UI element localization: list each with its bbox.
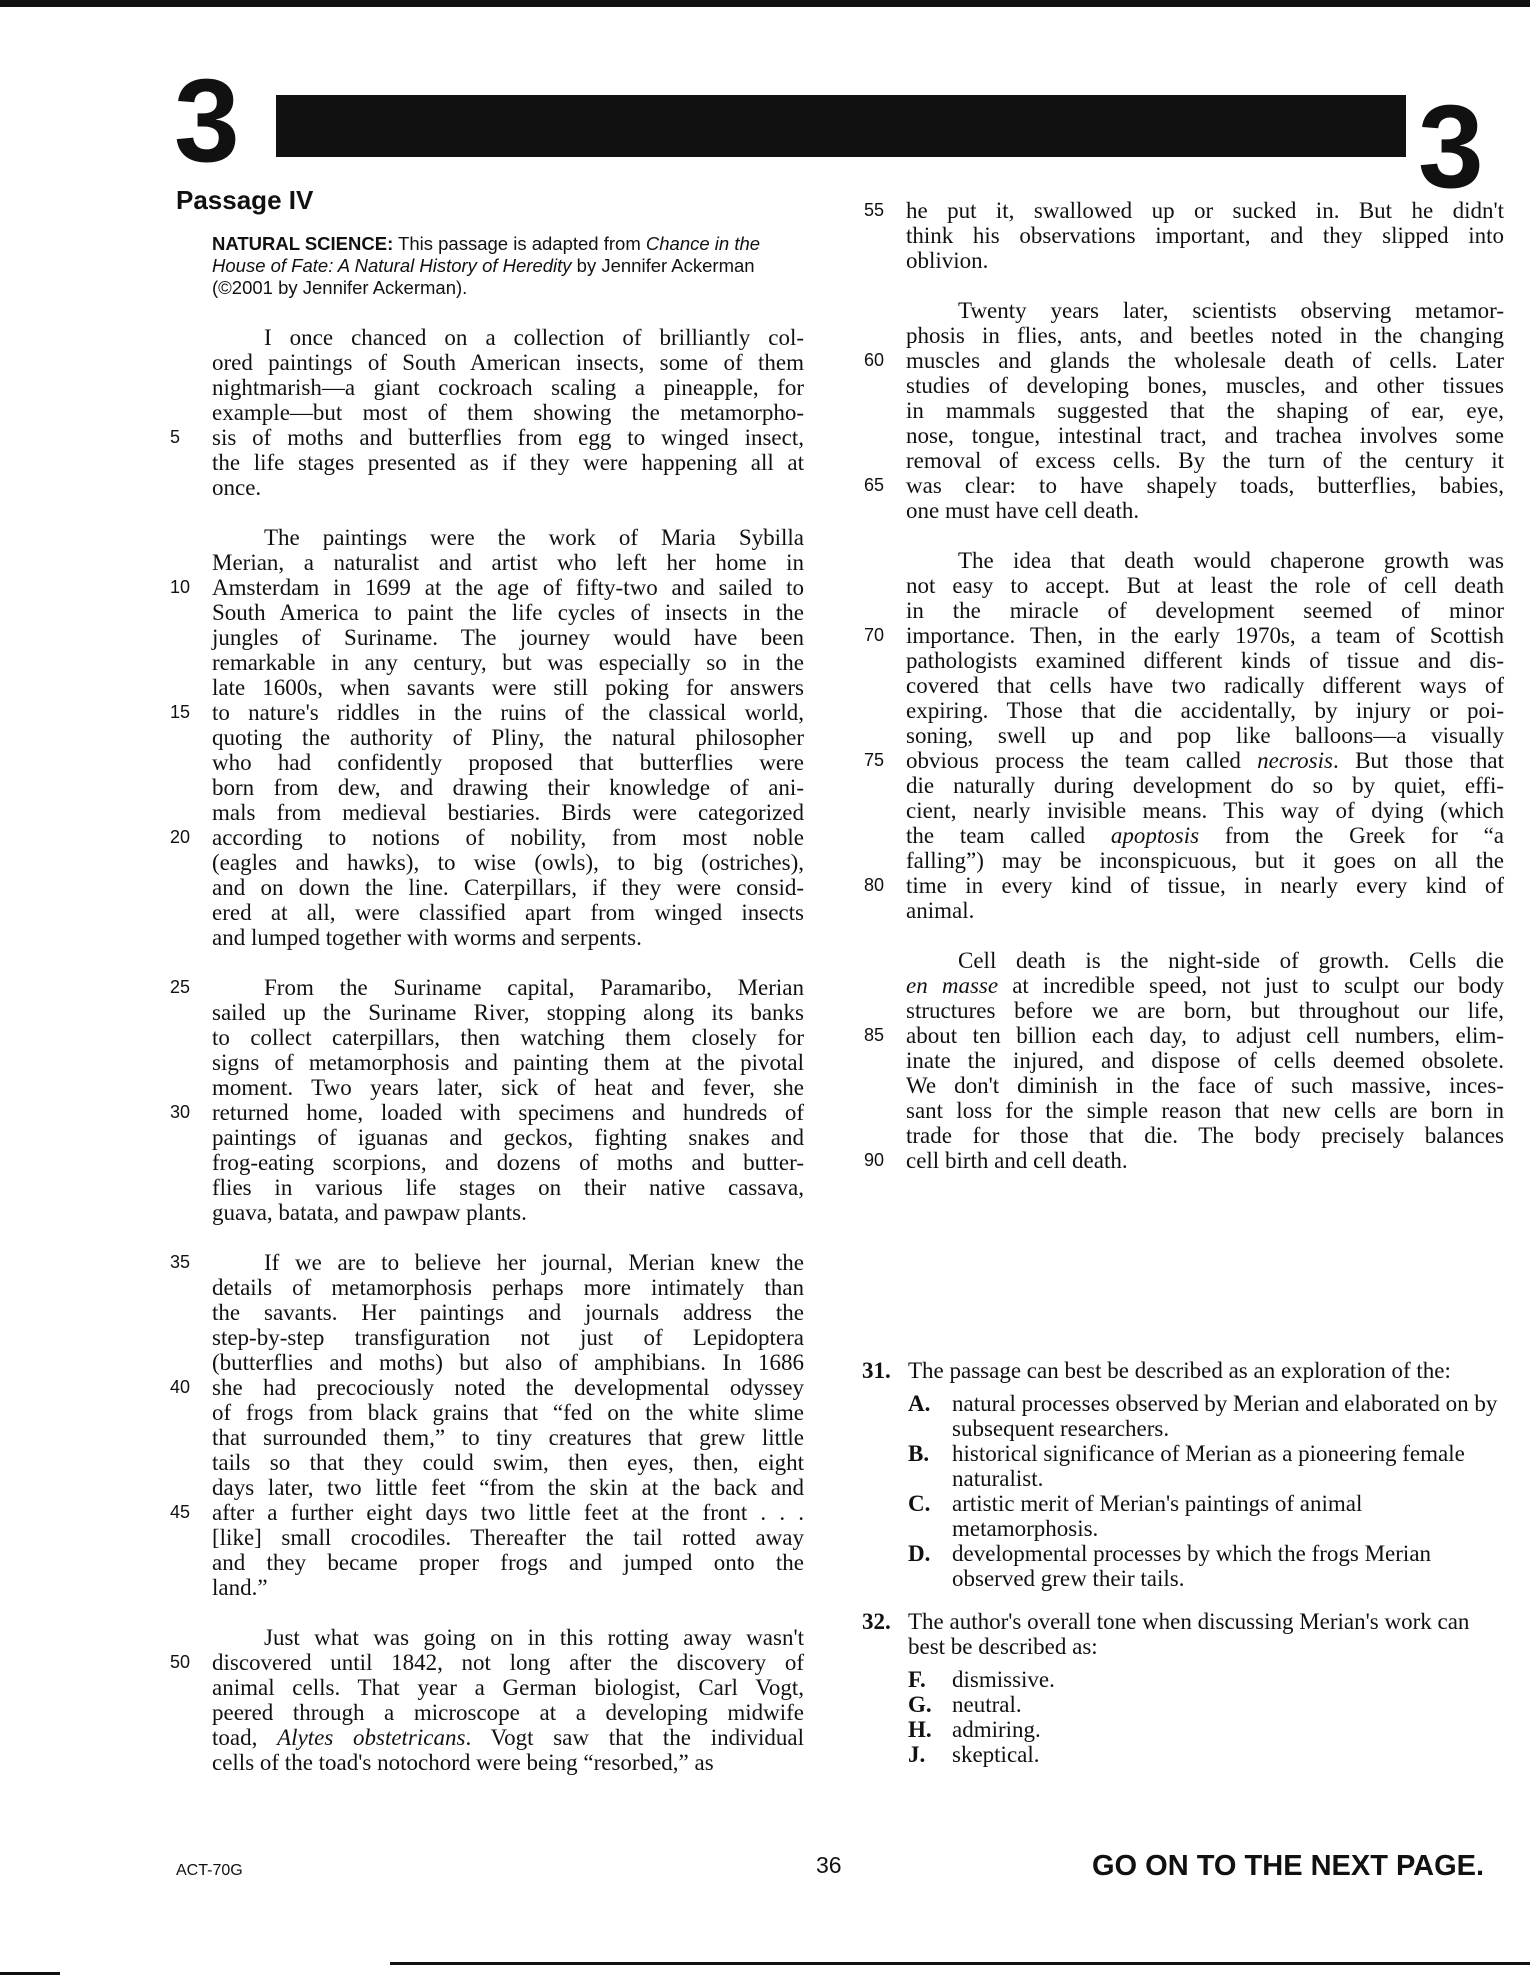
question-stem	[862, 1358, 1502, 1383]
passage-line: animal cells. That year a German biologist, Carl Vogt,	[212, 1675, 804, 1700]
passage-line: paintings of iguanas and geckos, fighting snakes and	[212, 1125, 804, 1150]
passage-line: 15 to nature's riddles in the ruins of the classical world,	[170, 700, 804, 725]
passage-line: inate the injured, and dispose of cells deemed obsolete.	[906, 1048, 1504, 1073]
option-text: historical significance of Merian as a pioneering female naturalist.	[952, 1441, 1465, 1491]
passage-line: in mammals suggested that the shaping of ear, eye,	[906, 398, 1504, 423]
option-text: artistic merit of Merian's paintings of animal metamorphosis.	[952, 1491, 1363, 1541]
passage-line: Cell death is the night-side of growth. Cells die	[958, 948, 1504, 973]
bottom-rule	[390, 1962, 1530, 1965]
option-text: skeptical.	[952, 1742, 1040, 1767]
passage-paragraph	[170, 325, 804, 500]
line-number: 5	[170, 427, 181, 447]
passage-line: 65 was clear: to have shapely toads, butterflies, babies,	[864, 473, 1504, 498]
passage-line: pathologists examined different kinds of tissue and dis-	[906, 648, 1504, 673]
passage-line: 90 cell birth and cell death.	[864, 1148, 1128, 1173]
passage-line: 10 Amsterdam in 1699 at the age of fifty-two and sailed to	[170, 575, 804, 600]
line-number: 40	[170, 1377, 191, 1397]
passage-line: studies of developing bones, muscles, and other tissues	[906, 373, 1504, 398]
option-letter: F.	[908, 1667, 926, 1692]
passage-line: think his observations important, and they slipped into	[906, 223, 1504, 248]
passage-line: quoting the authority of Pliny, the natural philosopher	[212, 725, 804, 750]
answer-option[interactable]	[908, 1717, 1502, 1742]
passage-line: 25 From the Suriname capital, Paramaribo, Merian	[170, 975, 804, 1000]
passage-line: (eagles and hawks), to wise (owls), to big (ostriches),	[212, 850, 804, 875]
passage-line: remarkable in any century, but was especially so in the	[212, 650, 804, 675]
passage-line: The paintings were the work of Maria Sybilla	[264, 525, 804, 550]
passage-title: Passage IV	[176, 185, 314, 215]
footer-go-on: GO ON TO THE NEXT PAGE.	[1092, 1850, 1485, 1882]
line-number: 45	[170, 1502, 191, 1522]
line-number: 35	[170, 1252, 191, 1272]
line-number: 70	[864, 625, 885, 645]
passage-line: 85 about ten billion each day, to adjust cell numbers, elim-	[864, 1023, 1504, 1048]
passage-line: jungles of Suriname. The journey would have been	[212, 625, 804, 650]
option-text: neutral.	[952, 1692, 1022, 1717]
line-number: 25	[170, 977, 191, 997]
passage-line: mals from medieval bestiaries. Birds were categorized	[212, 800, 804, 825]
passage-line: We don't diminish in the face of such massive, inces-	[906, 1073, 1504, 1098]
italic-term: necrosis	[1257, 748, 1333, 773]
intro-text-2: by Jennifer Ackerman (©2001 by Jennifer Ackerman).	[212, 255, 755, 298]
line-number: 50	[170, 1652, 191, 1672]
passage-line: the life stages presented as if they were happening all at	[212, 450, 804, 475]
passage-line: soning, swell up and pop like balloons—a visually	[906, 723, 1504, 748]
question-number: 32.	[862, 1609, 891, 1634]
option-letter: D.	[908, 1541, 931, 1566]
passage-line: falling”) may be inconspicuous, but it goes on all the	[906, 848, 1504, 873]
question-text: The author's overall tone when discussing Merian's work can best be described as:	[908, 1609, 1470, 1659]
passage-line: 80 time in every kind of tissue, in nearly every kind of	[864, 873, 1504, 898]
passage-line: 5 sis of moths and butterflies from egg to winged insect,	[170, 425, 804, 450]
passage-line: 20 according to notions of nobility, from most noble	[170, 825, 804, 850]
answer-option[interactable]	[908, 1692, 1502, 1717]
line-number: 65	[864, 475, 885, 495]
intro-book-title: Chance in the House of Fate: A Natural History of Heredity	[212, 233, 761, 276]
passage-line: nose, tongue, intestinal tract, and trachea involves some	[906, 423, 1504, 448]
right-paragraphs	[864, 198, 1504, 1173]
passage-line: and lumped together with worms and serpents.	[212, 925, 642, 950]
passage-line: phosis in flies, ants, and beetles noted in the changing	[906, 323, 1504, 348]
passage-line: The idea that death would chaperone growth was	[958, 548, 1504, 573]
passage-line: ored paintings of South American insects, some of them	[212, 350, 804, 375]
passage-line: nightmarish—a giant cockroach scaling a pineapple, for	[212, 375, 804, 400]
line-number: 80	[864, 875, 885, 895]
answer-option[interactable]	[908, 1742, 1502, 1767]
passage-line: ered at all, were classified apart from winged insects	[212, 900, 804, 925]
passage-line: born from dew, and drawing their knowledge of ani-	[212, 775, 804, 800]
passage-line: one must have cell death.	[906, 498, 1140, 523]
answer-options	[908, 1667, 1502, 1767]
passage-line: die naturally during development do so by quiet, effi-	[906, 773, 1504, 798]
option-letter: A.	[908, 1391, 931, 1416]
passage-line: (butterflies and moths) but also of amphibians. In 1686	[212, 1350, 804, 1375]
question	[862, 1609, 1502, 1767]
passage-line: cient, nearly invisible means. This way of dying (which	[906, 798, 1504, 823]
passage-line: covered that cells have two radically different ways of	[906, 673, 1504, 698]
section-header-bar	[276, 95, 1406, 157]
passage-line: in the miracle of development seemed of minor	[906, 598, 1504, 623]
passage-line: of frogs from black grains that “fed on the white slime	[212, 1400, 804, 1425]
passage-line: 30 returned home, loaded with specimens and hundreds of	[170, 1100, 804, 1125]
passage-line: animal.	[906, 898, 975, 923]
option-text: natural processes observed by Merian and elaborated on by subsequent researchers.	[952, 1391, 1498, 1441]
passage-line: late 1600s, when savants were still poking for answers	[212, 675, 804, 700]
answer-option[interactable]	[908, 1667, 1502, 1692]
option-text: dismissive.	[952, 1667, 1055, 1692]
passage-line: removal of excess cells. By the turn of the century it	[906, 448, 1504, 473]
italic-term: apoptosis	[1110, 823, 1200, 848]
line-number: 85	[864, 1025, 885, 1045]
line-number: 15	[170, 702, 191, 722]
passage-line: days later, two little feet “from the skin at the back and	[212, 1475, 804, 1500]
option-letter: B.	[908, 1441, 930, 1466]
passage-line: South America to paint the life cycles of insects in the	[212, 600, 804, 625]
question-stem	[862, 1609, 1502, 1659]
passage-line: 70 importance. Then, in the early 1970s, a team of Scottish	[864, 623, 1504, 648]
passage-line: expiring. Those that die accidentally, by injury or poi-	[906, 698, 1504, 723]
footer-page-number: 36	[816, 1852, 842, 1878]
option-letter: G.	[908, 1692, 932, 1717]
passage-line: peered through a microscope at a developing midwife	[212, 1700, 804, 1725]
question-number: 31.	[862, 1358, 891, 1383]
passage-line: tails so that they could swim, then eyes, then, eight	[212, 1450, 804, 1475]
passage-line: who had confidently proposed that butterflies were	[212, 750, 804, 775]
passage-line: oblivion.	[906, 248, 989, 273]
line-number: 10	[170, 577, 191, 597]
section-number-right: 3	[1418, 81, 1484, 213]
answer-option[interactable]	[908, 1391, 1502, 1441]
left-paragraphs	[170, 325, 805, 1775]
passage-line: trade for those that die. The body precisely balances	[906, 1123, 1504, 1148]
passage-right-column	[864, 198, 1504, 1198]
question-text: The passage can best be described as an exploration of the:	[908, 1358, 1451, 1383]
passage-line: I once chanced on a collection of brilliantly col-	[264, 325, 804, 350]
passage-line: sailed up the Suriname River, stopping along its banks	[212, 1000, 804, 1025]
passage-line: frog-eating scorpions, and dozens of moths and butter-	[212, 1150, 804, 1175]
passage-line: 55 he put it, swallowed up or sucked in. But he didn't	[864, 198, 1504, 223]
line-number: 30	[170, 1102, 191, 1122]
passage-line: Twenty years later, scientists observing metamor-	[958, 298, 1504, 323]
passage-paragraph	[170, 975, 804, 1225]
passage-line: moment. Two years later, sick of heat and fever, she	[212, 1075, 804, 1100]
passage-left-column	[170, 185, 805, 1800]
footer-test-code: ACT-70G	[176, 1862, 243, 1879]
passage-line: to collect caterpillars, then watching them closely for	[212, 1025, 804, 1050]
passage-line: Merian, a naturalist and artist who left her home in	[212, 550, 804, 575]
passage-line: example—but most of them showing the metamorpho-	[212, 400, 804, 425]
intro-lead: NATURAL SCIENCE:	[212, 233, 394, 254]
questions-block	[862, 1358, 1502, 1785]
italic-term: en masse	[906, 973, 999, 998]
passage-line: the team called apoptosis from the Greek for “a	[906, 823, 1504, 848]
passage-paragraph	[864, 548, 1504, 923]
option-text: admiring.	[952, 1717, 1041, 1742]
passage-line: 45 after a further eight days two little feet at the front . . .	[170, 1500, 804, 1525]
passage-line: 50 discovered until 1842, not long after the discovery of	[170, 1650, 804, 1675]
bottom-rule-left	[0, 1972, 60, 1975]
passage-line: and on down the line. Caterpillars, if they were consid-	[212, 875, 804, 900]
top-rule	[0, 0, 1530, 7]
passage-line: once.	[212, 475, 262, 500]
passage-paragraph	[170, 1625, 805, 1775]
passage-line: that surrounded them,” to tiny creatures that grew little	[212, 1425, 804, 1450]
passage-line: step-by-step transfiguration not just of Lepidoptera	[212, 1325, 804, 1350]
italic-term: Alytes obstetricans	[277, 1725, 466, 1750]
intro-text-1: This passage is adapted from	[393, 233, 646, 254]
passage-paragraph	[170, 1250, 804, 1600]
passage-line: and they became proper frogs and jumped onto the	[212, 1550, 804, 1575]
passage-line: land.”	[212, 1575, 268, 1600]
passage-line: 35 If we are to believe her journal, Merian knew the	[170, 1250, 804, 1275]
answer-option[interactable]	[908, 1441, 1502, 1491]
answer-options	[908, 1391, 1502, 1591]
passage-line: 75 obvious process the team called necrosis. But those that	[864, 748, 1504, 773]
passage-paragraph	[864, 198, 1504, 273]
passage-line: [like] small crocodiles. Thereafter the tail rotted away	[212, 1525, 804, 1550]
option-text: developmental processes by which the frogs Merian observed grew their tails.	[952, 1541, 1432, 1591]
line-number: 20	[170, 827, 191, 847]
passage-line: signs of metamorphosis and painting them at the pivotal	[212, 1050, 804, 1075]
passage-paragraph	[864, 948, 1504, 1173]
line-number: 90	[864, 1150, 885, 1170]
passage-line: not easy to accept. But at least the role of cell death	[906, 573, 1504, 598]
passage-line: 60 muscles and glands the wholesale death of cells. Later	[864, 348, 1504, 373]
passage-line: cells of the toad's notochord were being “resorbed,” as	[212, 1750, 714, 1775]
passage-intro	[212, 233, 804, 299]
line-number: 60	[864, 350, 885, 370]
passage-line: toad, Alytes obstetricans. Vogt saw that the individual	[212, 1725, 805, 1750]
answer-option[interactable]	[908, 1541, 1502, 1591]
option-letter: J.	[908, 1742, 926, 1767]
option-letter: H.	[908, 1717, 932, 1742]
passage-paragraph	[170, 525, 804, 950]
passage-line: structures before we are born, but throughout our life,	[906, 998, 1504, 1023]
passage-line: details of metamorphosis perhaps more intimately than	[212, 1275, 804, 1300]
line-number: 75	[864, 750, 885, 770]
question	[862, 1358, 1502, 1591]
passage-line: en masse at incredible speed, not just to sculpt our body	[906, 973, 1504, 998]
passage-line: the savants. Her paintings and journals address the	[212, 1300, 804, 1325]
answer-option[interactable]	[908, 1491, 1502, 1541]
passage-line: guava, batata, and pawpaw plants.	[212, 1200, 527, 1225]
option-letter: C.	[908, 1491, 931, 1516]
line-number: 55	[864, 200, 885, 220]
passage-line: sant loss for the simple reason that new cells are born in	[906, 1098, 1504, 1123]
passage-line: 40 she had precociously noted the developmental odyssey	[170, 1375, 804, 1400]
passage-line: Just what was going on in this rotting away wasn't	[264, 1625, 804, 1650]
section-number-left: 3	[174, 55, 240, 187]
passage-line: flies in various life stages on their native cassava,	[212, 1175, 804, 1200]
passage-paragraph	[864, 298, 1504, 523]
